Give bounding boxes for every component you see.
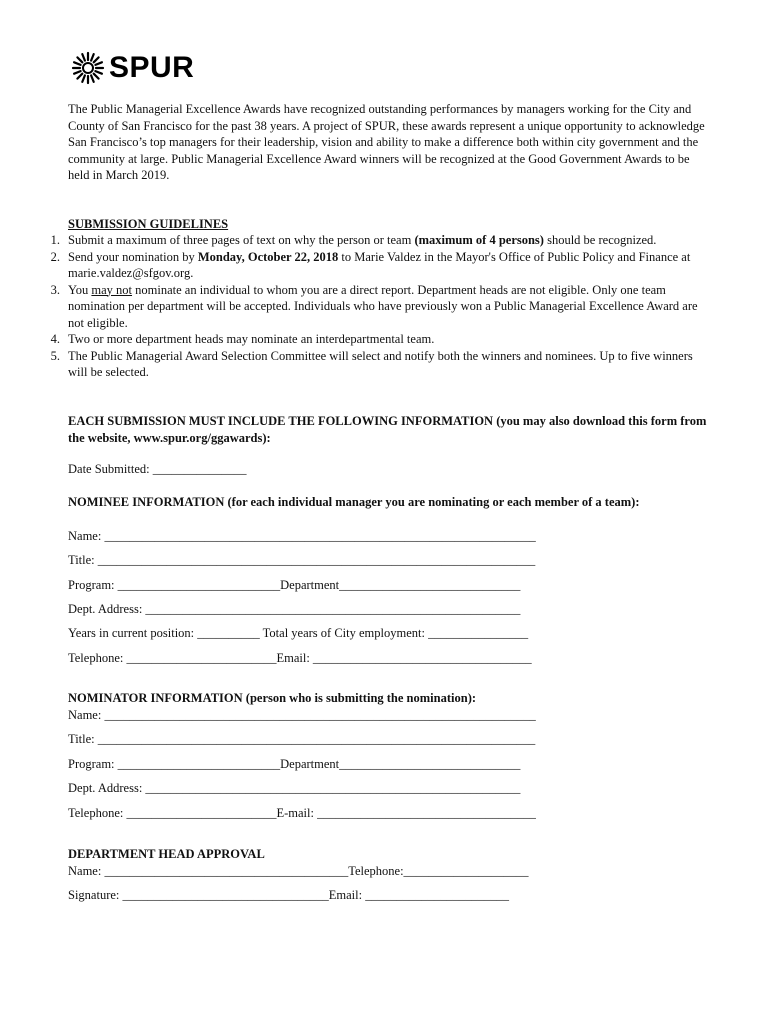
list-item-text: to Marie Valdez in the Mayor's Office of Public Policy and Finance at marie.valdez@sfgov.org. xyxy=(68,249,691,280)
date-submitted-field[interactable]: Date Submitted: _______________ xyxy=(68,462,247,476)
list-item-text: Submit a maximum of three pages of text on why the person or team xyxy=(68,233,415,247)
guidelines-list xyxy=(50,232,708,381)
list-item-number: 1. xyxy=(50,233,60,247)
nominee-years-field[interactable]: Years in current position: __________ Total years of City employment: ________________ xyxy=(68,626,529,640)
submission-heading: EACH SUBMISSION MUST INCLUDE THE FOLLOWING INFORMATION (you may also download this form from the website, www.spur.org/ggawards): xyxy=(68,414,707,445)
list-item-text: Send your nomination by xyxy=(68,249,198,264)
list-item xyxy=(50,331,708,348)
list-item xyxy=(50,348,708,381)
nominee-title-field[interactable]: Title: ______________________________________________________________________ xyxy=(68,553,536,567)
list-item xyxy=(50,232,708,249)
nominator-program-field[interactable]: Program: __________________________Department_____________________________ xyxy=(68,757,521,771)
logo-text: SPUR xyxy=(109,51,195,84)
sunburst-icon xyxy=(70,50,106,86)
intro-paragraph: The Public Managerial Excellence Awards have recognized outstanding performances by managers working for the City and County of San Francisco for the past 38 years. A project of SPUR, these awards represent a unique opportunity to acknowledge San Francisco’s top managers for their leadership, vision and ability to make a difference both within city government and the community at large. Public Managerial Excellence Award winners will be recognized at the Good Government Awards to be held in March 2019. xyxy=(68,102,705,182)
list-item xyxy=(50,249,708,282)
list-item-text: nominate an individual to whom you are a direct report. Department heads are not eligible. Only one team nomination per department will be accepted. Individuals who have previously won a Public Managerial Excellence Award are not eligible. xyxy=(68,282,698,330)
nominator-name-field[interactable]: Name: _____________________________________________________________________ xyxy=(68,708,536,722)
list-item-number: 5. xyxy=(50,348,60,363)
guidelines-title: SUBMISSION GUIDELINES xyxy=(68,217,229,231)
list-item-emphasis: (maximum of 4 persons) xyxy=(414,233,544,247)
department-head-heading: DEPARTMENT HEAD APPROVAL xyxy=(68,847,265,861)
nominator-dept-address-field[interactable]: Dept. Address: ____________________________________________________________ xyxy=(68,781,521,795)
list-item-number: 2. xyxy=(50,249,60,264)
nominee-telephone-field[interactable]: Telephone: ________________________Email: ___________________________________ xyxy=(68,651,532,665)
list-item-number: 4. xyxy=(50,332,60,346)
nominator-title-field[interactable]: Title: ______________________________________________________________________ xyxy=(68,732,536,746)
deadline-date: Monday, October 22, 2018 xyxy=(197,249,339,264)
list-item-text: Two or more department heads may nominate an interdepartmental team. xyxy=(68,332,435,346)
department-head-name-field[interactable]: Name: _______________________________________Telephone:____________________ xyxy=(68,864,529,878)
nominee-program-field[interactable]: Program: __________________________Department_____________________________ xyxy=(68,578,521,592)
list-item-number: 3. xyxy=(50,282,60,297)
nominator-telephone-field[interactable]: Telephone: ________________________E-mail: ___________________________________ xyxy=(68,806,536,820)
list-item-emphasis: may not xyxy=(91,282,133,297)
nominator-heading: NOMINATOR INFORMATION (person who is submitting the nomination): xyxy=(68,691,477,705)
list-item-text: The Public Managerial Award Selection Committee will select and notify both the winners and nominees. Up to five winners will be selected. xyxy=(68,348,693,379)
list-item xyxy=(50,282,708,332)
nominee-dept-address-field[interactable]: Dept. Address: ____________________________________________________________ xyxy=(68,602,521,616)
department-head-signature-field[interactable]: Signature: _________________________________Email: _______________________ xyxy=(68,888,509,902)
list-item-text: should be recognized. xyxy=(543,233,657,247)
spur-logo xyxy=(70,50,194,86)
list-item-text: You xyxy=(68,282,92,297)
nominee-name-field[interactable]: Name: _____________________________________________________________________ xyxy=(68,529,536,543)
nominee-heading: NOMINEE INFORMATION (for each individual manager you are nominating or each member of a team): xyxy=(68,495,640,509)
